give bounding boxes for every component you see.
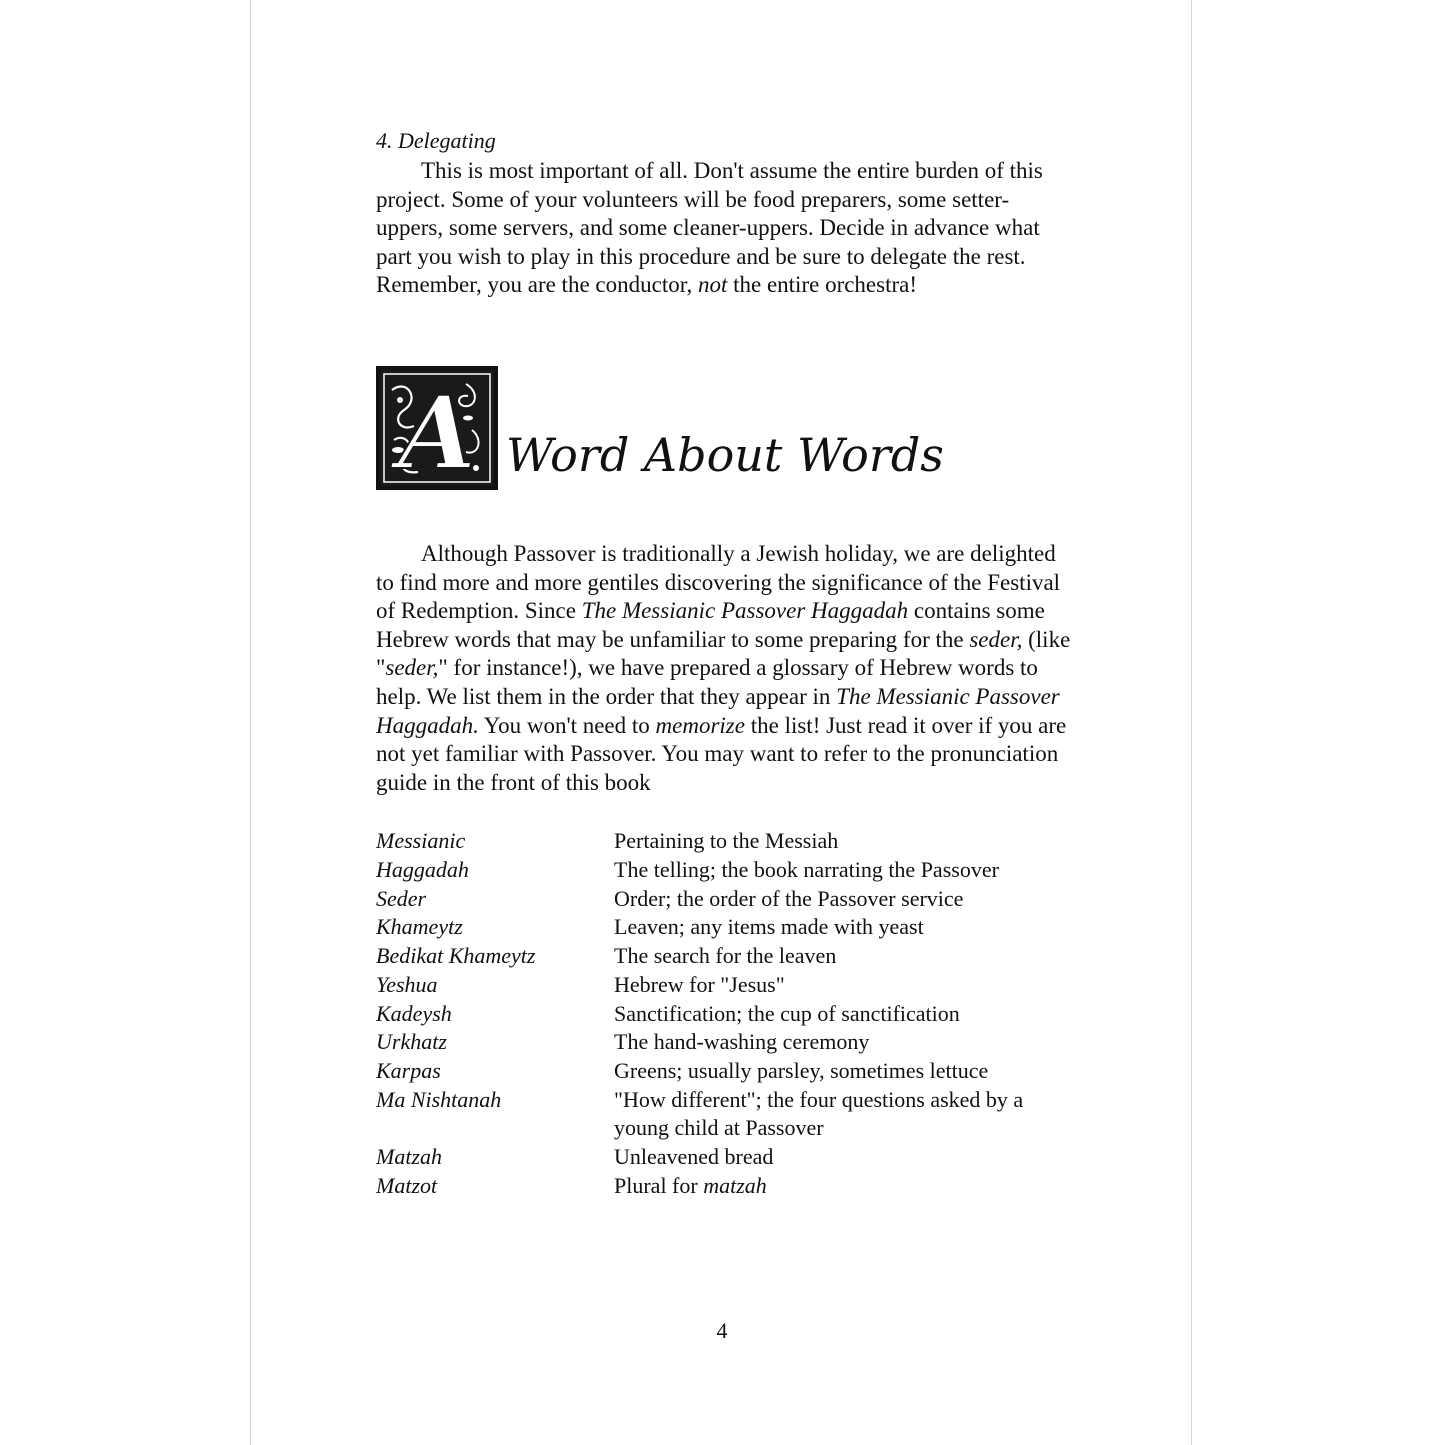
glossary-term: Seder (376, 885, 427, 911)
glossary-row (376, 827, 1076, 856)
glossary-definition: Greens; usually parsley, sometimes lettuce (614, 1057, 989, 1083)
intro-text: " for instance!), we have prepared a glossary of Hebrew words to help. We list them in the order that they appear in (376, 655, 1038, 709)
emphasis-text: memorize (655, 712, 745, 738)
glossary-row (376, 971, 1076, 1000)
intro-text: the list! Just read it over if you are not yet familiar with Passover. You may want to refer to the pronunciation guide in the front of this book (376, 712, 1067, 795)
glossary-term: Matzah (376, 1144, 442, 1170)
glossary-definition: Unleavened bread (614, 1144, 774, 1170)
emphasis-text: seder, (385, 655, 439, 681)
glossary-term: Kadeysh (376, 1000, 452, 1026)
glossary-row (376, 1172, 1076, 1201)
glossary-row (376, 1000, 1076, 1029)
glossary-table (376, 827, 1076, 1200)
glossary-term: Matzot (376, 1172, 438, 1198)
glossary-term: Urkhatz (376, 1029, 447, 1055)
glossary-term: Yeshua (376, 971, 438, 997)
illuminated-dropcap (376, 366, 498, 490)
intro-paragraph (376, 540, 1076, 797)
page-number: 4 (716, 1318, 728, 1343)
glossary-row (376, 885, 1076, 914)
chapter-heading (376, 360, 1076, 490)
intro-text: Although Passover is traditionally a Jewish holiday, we are delighted to find more and more gentiles discovering the significance of the Festival of Redemption. Since (376, 540, 1061, 624)
emphasis-text: not (697, 272, 728, 298)
intro-text: (like " (376, 626, 1071, 681)
emphasis-text: seder, (969, 626, 1023, 652)
intro-text: You won't need to (478, 712, 656, 738)
definition-text: Plural for (614, 1172, 704, 1198)
glossary-term: Haggadah (376, 857, 469, 883)
paragraph-text: the entire orchestra! (727, 272, 918, 298)
intro-text: contains some Hebrew words that may be unfamiliar to some preparing for the (376, 598, 1045, 652)
glossary-term: Messianic (376, 828, 466, 854)
section-paragraph (376, 157, 1076, 300)
glossary-definition: Leaven; any items made with yeast (614, 914, 924, 940)
glossary-definition: Order; the order of the Passover service (614, 885, 964, 911)
dropcap-ornament-icon (380, 370, 494, 486)
glossary-row (376, 856, 1076, 885)
glossary-definition: Sanctification; the cup of sanctification (614, 1000, 960, 1026)
book-title-ref: The Messianic Passover Haggadah (581, 598, 909, 624)
glossary-row (376, 1057, 1076, 1086)
glossary-term: Karpas (376, 1057, 441, 1083)
glossary-row (376, 913, 1076, 942)
glossary-definition: Hebrew for "Jesus" (614, 971, 785, 997)
emphasis-text: matzah (703, 1172, 767, 1198)
glossary-row (376, 1028, 1076, 1057)
dropcap-letter: A (398, 373, 476, 486)
glossary-definition: The search for the leaven (614, 943, 837, 969)
glossary-definition: Pertaining to the Messiah (614, 828, 839, 854)
glossary-definition: "How different"; the four questions asked by a young child at Passover (614, 1086, 1024, 1141)
book-page (250, 0, 1192, 1445)
glossary-definition: The hand-washing ceremony (614, 1029, 870, 1055)
glossary-definition (614, 1172, 1076, 1201)
glossary-term: Ma Nishtanah (376, 1086, 502, 1112)
glossary-term: Bedikat Khameytz (376, 943, 536, 969)
section-subheading: 4. Delegating (376, 128, 496, 153)
glossary-row (376, 1143, 1076, 1172)
glossary-row (376, 1086, 1076, 1143)
page-content (376, 125, 1076, 1200)
glossary-term: Khameytz (376, 914, 463, 940)
chapter-title: Word About Words (506, 427, 944, 482)
glossary-definition: The telling; the book narrating the Passover (614, 857, 999, 883)
book-title-ref: The Messianic Passover Haggadah. (376, 683, 1060, 738)
paragraph-text: This is most important of all. Don't assume the entire burden of this project. Some of your volunteers will be food preparers, some setter-uppers, some servers, and some cleaner-uppers. Decide in advance what part you wish to play in this procedure and be sure to delegate the rest. Remember, you are the conductor, (376, 158, 1043, 298)
glossary-row (376, 942, 1076, 971)
